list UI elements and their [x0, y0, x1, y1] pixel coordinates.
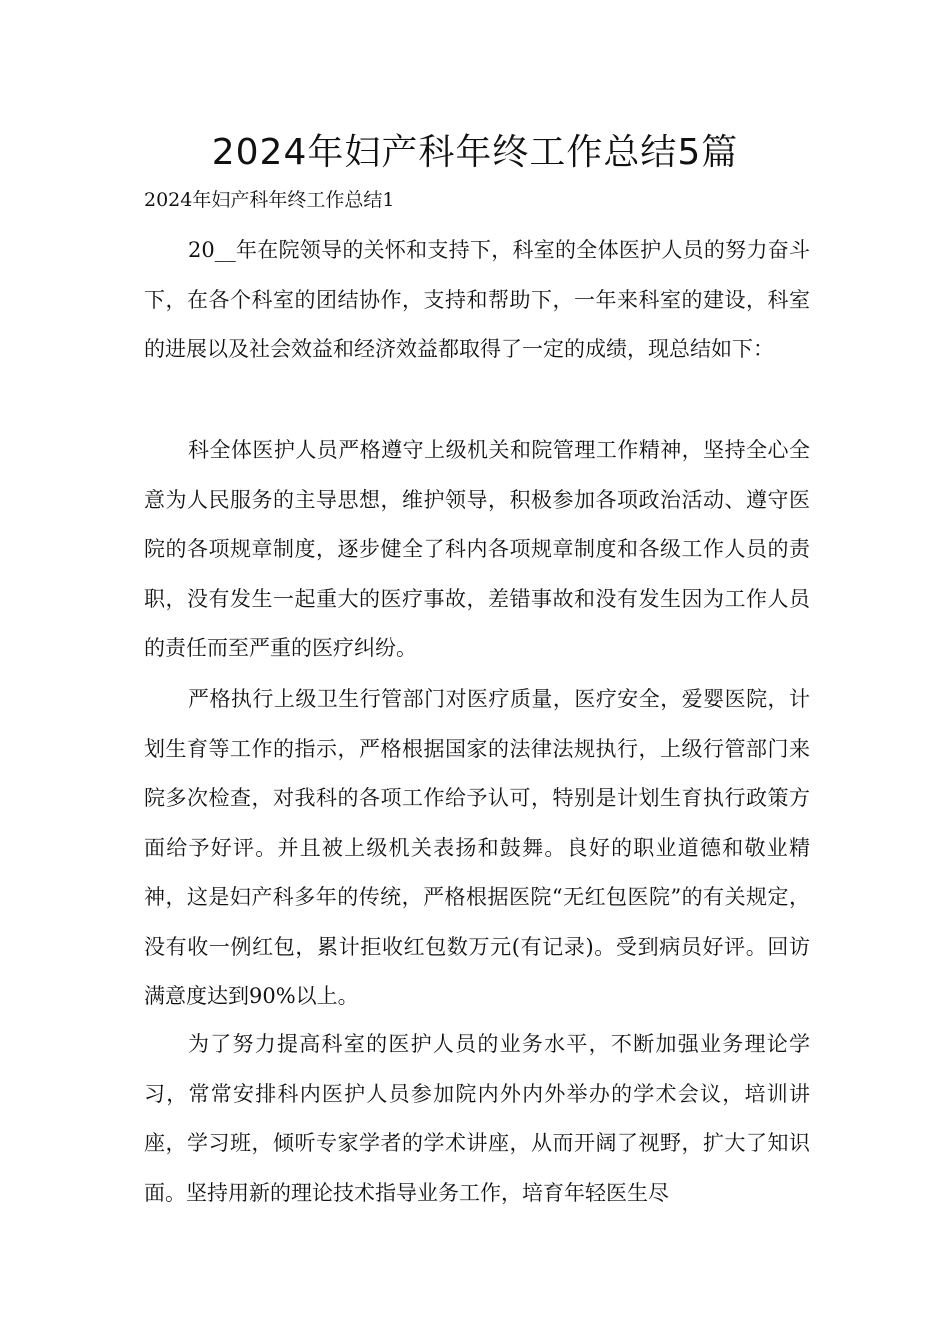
paragraph-4: 为了努力提高科室的医护人员的业务水平，不断加强业务理论学习，常常安排科内医护人员参加院内外内外举办的学术会议，培训讲座，学习班，倾听专家学者的学术讲座，从而开阔了视野，扩大了知识面。坚持用新的理论技术指导业务工作，培育年轻医生尽 — [144, 1032, 810, 1205]
paragraph-2: 科全体医护人员严格遵守上级机关和院管理工作精神，坚持全心全意为人民服务的主导思想，维护领导，积极参加各项政治活动、遵守医院的各项规章制度，逐步健全了科内各项规章制度和各级工作人员的责职，没有发生一起重大的医疗事故，差错事故和没有发生因为工作人员的责任而至严重的医疗纠纷。 — [144, 438, 810, 660]
paragraph-1: 20__年在院领导的关怀和支持下，科室的全体医护人员的努力奋斗下，在各个科室的团结协作，支持和帮助下，一年来科室的建设，科室的进展以及社会效益和经济效益都取得了一定的成绩，现总结如下： — [144, 238, 810, 361]
document-title: 2024年妇产科年终工作总结5篇 — [211, 132, 739, 173]
paragraph-3: 严格执行上级卫生行管部门对医疗质量，医疗安全，爱婴医院，计划生育等工作的指示，严格根据国家的法律法规执行，上级行管部门来院多次检查，对我科的各项工作给予认可，特别是计划生育执行政策方面给予好评。并且被上级机关表扬和鼓舞。良好的职业道德和敬业精神，这是妇产科多年的传统，严格根据医院“无红包医院”的有关规定，没有收一例红包，累计拒收红包数万元(有记录)。受到病员好评。回访满意度达到90%以上。 — [144, 687, 810, 1008]
section-heading: 2024年妇产科年终工作总结1 — [144, 189, 395, 211]
